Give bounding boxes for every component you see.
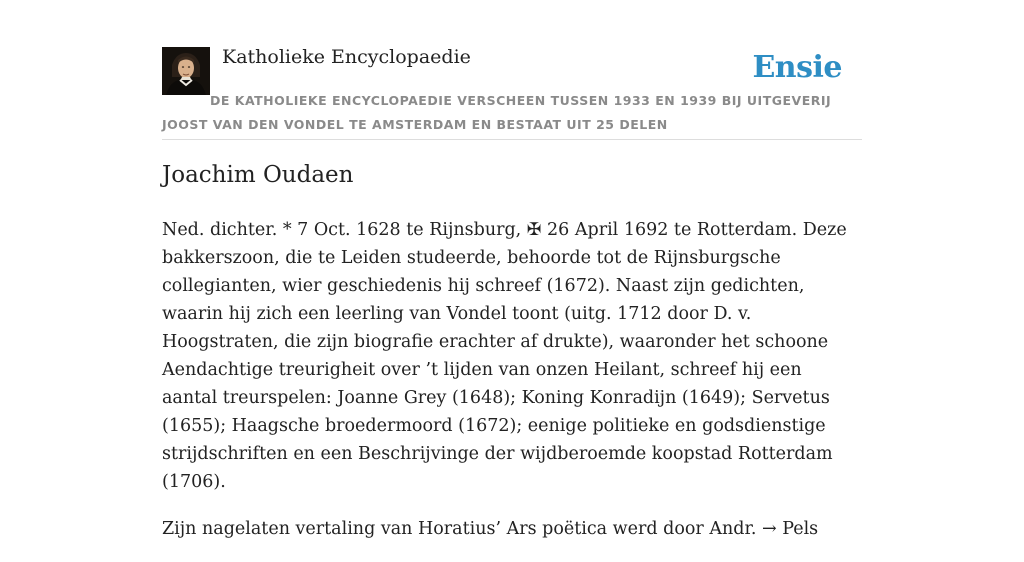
- page: [162, 0, 862, 539]
- article-title: Joachim Oudaen: [162, 162, 354, 188]
- site-title-link[interactable]: Katholieke Encyclopaedie: [222, 46, 471, 68]
- encyclopedia-avatar[interactable]: [162, 47, 210, 95]
- brand-logo-link[interactable]: Ensie: [752, 50, 842, 85]
- article-paragraph: Zijn nagelaten vertaling van Horatius’ Ars poëtica werd door Andr. → Pels: [162, 519, 819, 539]
- article-body: [162, 216, 862, 562]
- article-paragraph: Ned. dichter. * 7 Oct. 1628 te Rijnsburg, ✠ 26 April 1692 te Rotterdam. Deze bakkerszoon, die te Leiden studeerde, behoorde tot de Rijnsburgsche collegianten, wier geschiedenis hij schreef (1672). Naast zijn gedichten, waarin hij zich een leerling van Vondel toont (uitg. 1712 door D. v. Hoogstraten, die zijn biografie erachter af drukte), waaronder het schoone Aendachtige treurigheit over ’t lijden van onzen Heilant, schreef hij een aantal treurspelen: Joanne Grey (1648); Koning Konradijn (1649); Servetus (1655); Haagsche broedermoord (1672); eenige politieke en godsdienstige strijdschriften en een Beschrijvinge der wijdberoemde koopstad Rotterdam (1706).: [162, 220, 847, 492]
- portrait-icon: [162, 47, 210, 95]
- site-description: DE KATHOLIEKE ENCYCLOPAEDIE VERSCHEEN TUSSEN 1933 EN 1939 BIJ UITGEVERIJ JOOST VAN DEN VONDEL TE AMSTERDAM EN BESTAAT UIT 25 DELEN: [162, 93, 832, 132]
- site-header: [162, 0, 862, 140]
